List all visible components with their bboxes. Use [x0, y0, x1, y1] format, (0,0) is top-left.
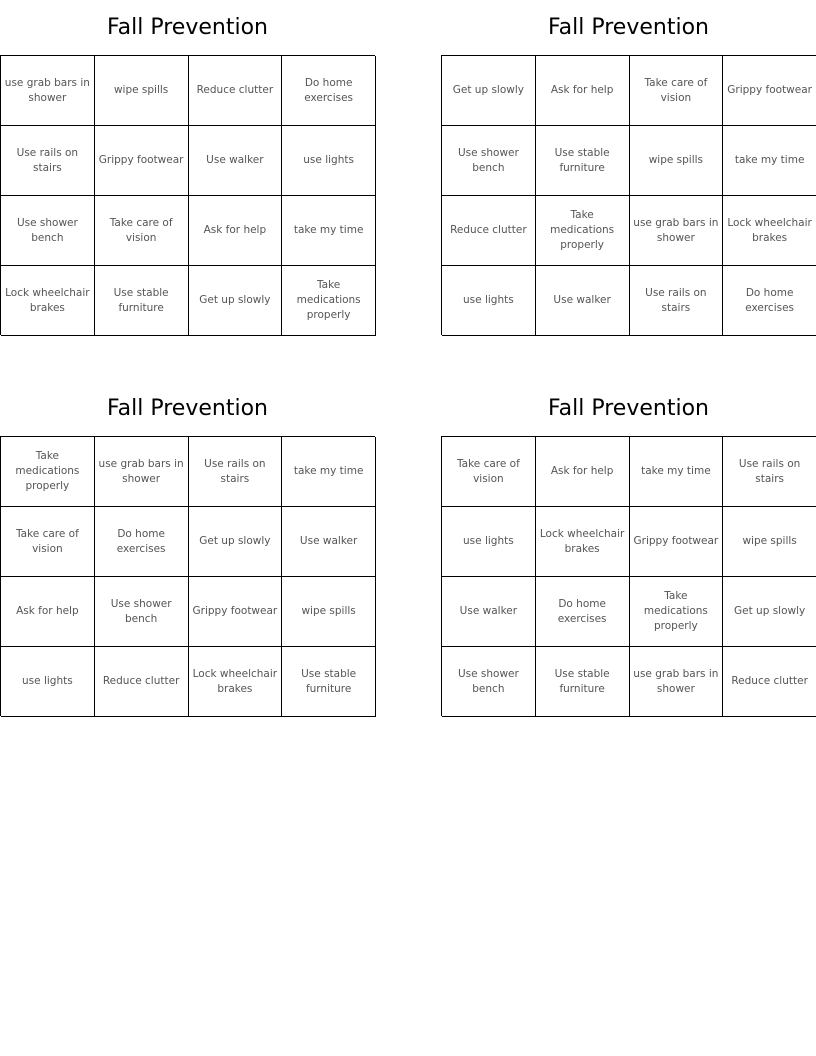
bingo-cell: Lock wheelchair brakes	[536, 507, 630, 577]
bingo-cell: use lights	[442, 507, 536, 577]
bingo-cell: Use shower bench	[442, 647, 536, 717]
bingo-card-1	[0, 0, 375, 335]
bingo-cell: use grab bars in shower	[630, 196, 724, 266]
bingo-cell: Take care of vision	[442, 437, 536, 507]
bingo-cell: Ask for help	[536, 56, 630, 126]
bingo-cell: Get up slowly	[723, 577, 816, 647]
bingo-cell: Use stable furniture	[282, 647, 376, 717]
bingo-grid	[441, 436, 816, 716]
bingo-cell: use lights	[282, 126, 376, 196]
bingo-cell: wipe spills	[630, 126, 724, 196]
bingo-cell: Do home exercises	[536, 577, 630, 647]
bingo-cell: Use rails on stairs	[189, 437, 283, 507]
bingo-cell: Ask for help	[189, 196, 283, 266]
bingo-cell: Use walker	[189, 126, 283, 196]
bingo-cell: Reduce clutter	[442, 196, 536, 266]
bingo-cell: Take medications properly	[1, 437, 95, 507]
bingo-cell: use grab bars in shower	[630, 647, 724, 717]
bingo-grid	[0, 55, 375, 335]
bingo-cell: Use shower bench	[442, 126, 536, 196]
bingo-cell: Grippy footwear	[189, 577, 283, 647]
bingo-cell: take my time	[282, 196, 376, 266]
bingo-cell: Reduce clutter	[189, 56, 283, 126]
bingo-cell: Use walker	[282, 507, 376, 577]
bingo-cell: use grab bars in shower	[1, 56, 95, 126]
bingo-cell: Get up slowly	[189, 507, 283, 577]
bingo-cell: Take care of vision	[630, 56, 724, 126]
bingo-cell: Take medications properly	[630, 577, 724, 647]
bingo-cell: Take medications properly	[536, 196, 630, 266]
bingo-cell: use lights	[1, 647, 95, 717]
card-title: Fall Prevention	[107, 15, 268, 40]
bingo-cell: wipe spills	[95, 56, 189, 126]
bingo-cell: take my time	[630, 437, 724, 507]
bingo-cell: Take care of vision	[95, 196, 189, 266]
bingo-cell: Use rails on stairs	[1, 126, 95, 196]
bingo-cell: Use walker	[536, 266, 630, 336]
bingo-grid	[441, 55, 816, 335]
bingo-card-4	[441, 381, 816, 716]
bingo-cell: Get up slowly	[442, 56, 536, 126]
bingo-cell: Use shower bench	[1, 196, 95, 266]
bingo-cell: Use stable furniture	[536, 647, 630, 717]
bingo-cell: Reduce clutter	[723, 647, 816, 717]
bingo-cell: Get up slowly	[189, 266, 283, 336]
bingo-cell: take my time	[282, 437, 376, 507]
bingo-cell: Do home exercises	[723, 266, 816, 336]
card-title: Fall Prevention	[548, 396, 709, 421]
bingo-cell: Do home exercises	[95, 507, 189, 577]
bingo-cell: Use shower bench	[95, 577, 189, 647]
bingo-cell: wipe spills	[723, 507, 816, 577]
bingo-cell: Use stable furniture	[536, 126, 630, 196]
bingo-cell: Ask for help	[536, 437, 630, 507]
bingo-cell: Do home exercises	[282, 56, 376, 126]
bingo-cell: wipe spills	[282, 577, 376, 647]
bingo-cell: Grippy footwear	[630, 507, 724, 577]
bingo-cell: Ask for help	[1, 577, 95, 647]
card-title: Fall Prevention	[107, 396, 268, 421]
bingo-cell: Reduce clutter	[95, 647, 189, 717]
bingo-cell: Use walker	[442, 577, 536, 647]
bingo-cell: Take care of vision	[1, 507, 95, 577]
card-title: Fall Prevention	[548, 15, 709, 40]
bingo-cell: Lock wheelchair brakes	[1, 266, 95, 336]
bingo-cell: Take medications properly	[282, 266, 376, 336]
bingo-cell: Grippy footwear	[95, 126, 189, 196]
bingo-cell: take my time	[723, 126, 816, 196]
bingo-cell: use grab bars in shower	[95, 437, 189, 507]
bingo-cell: Lock wheelchair brakes	[189, 647, 283, 717]
bingo-cell: use lights	[442, 266, 536, 336]
bingo-cell: Use stable furniture	[95, 266, 189, 336]
bingo-grid	[0, 436, 375, 716]
bingo-cell: Grippy footwear	[723, 56, 816, 126]
bingo-cell: Lock wheelchair brakes	[723, 196, 816, 266]
bingo-cell: Use rails on stairs	[630, 266, 724, 336]
bingo-cell: Use rails on stairs	[723, 437, 816, 507]
bingo-card-3	[0, 381, 375, 716]
bingo-card-2	[441, 0, 816, 335]
